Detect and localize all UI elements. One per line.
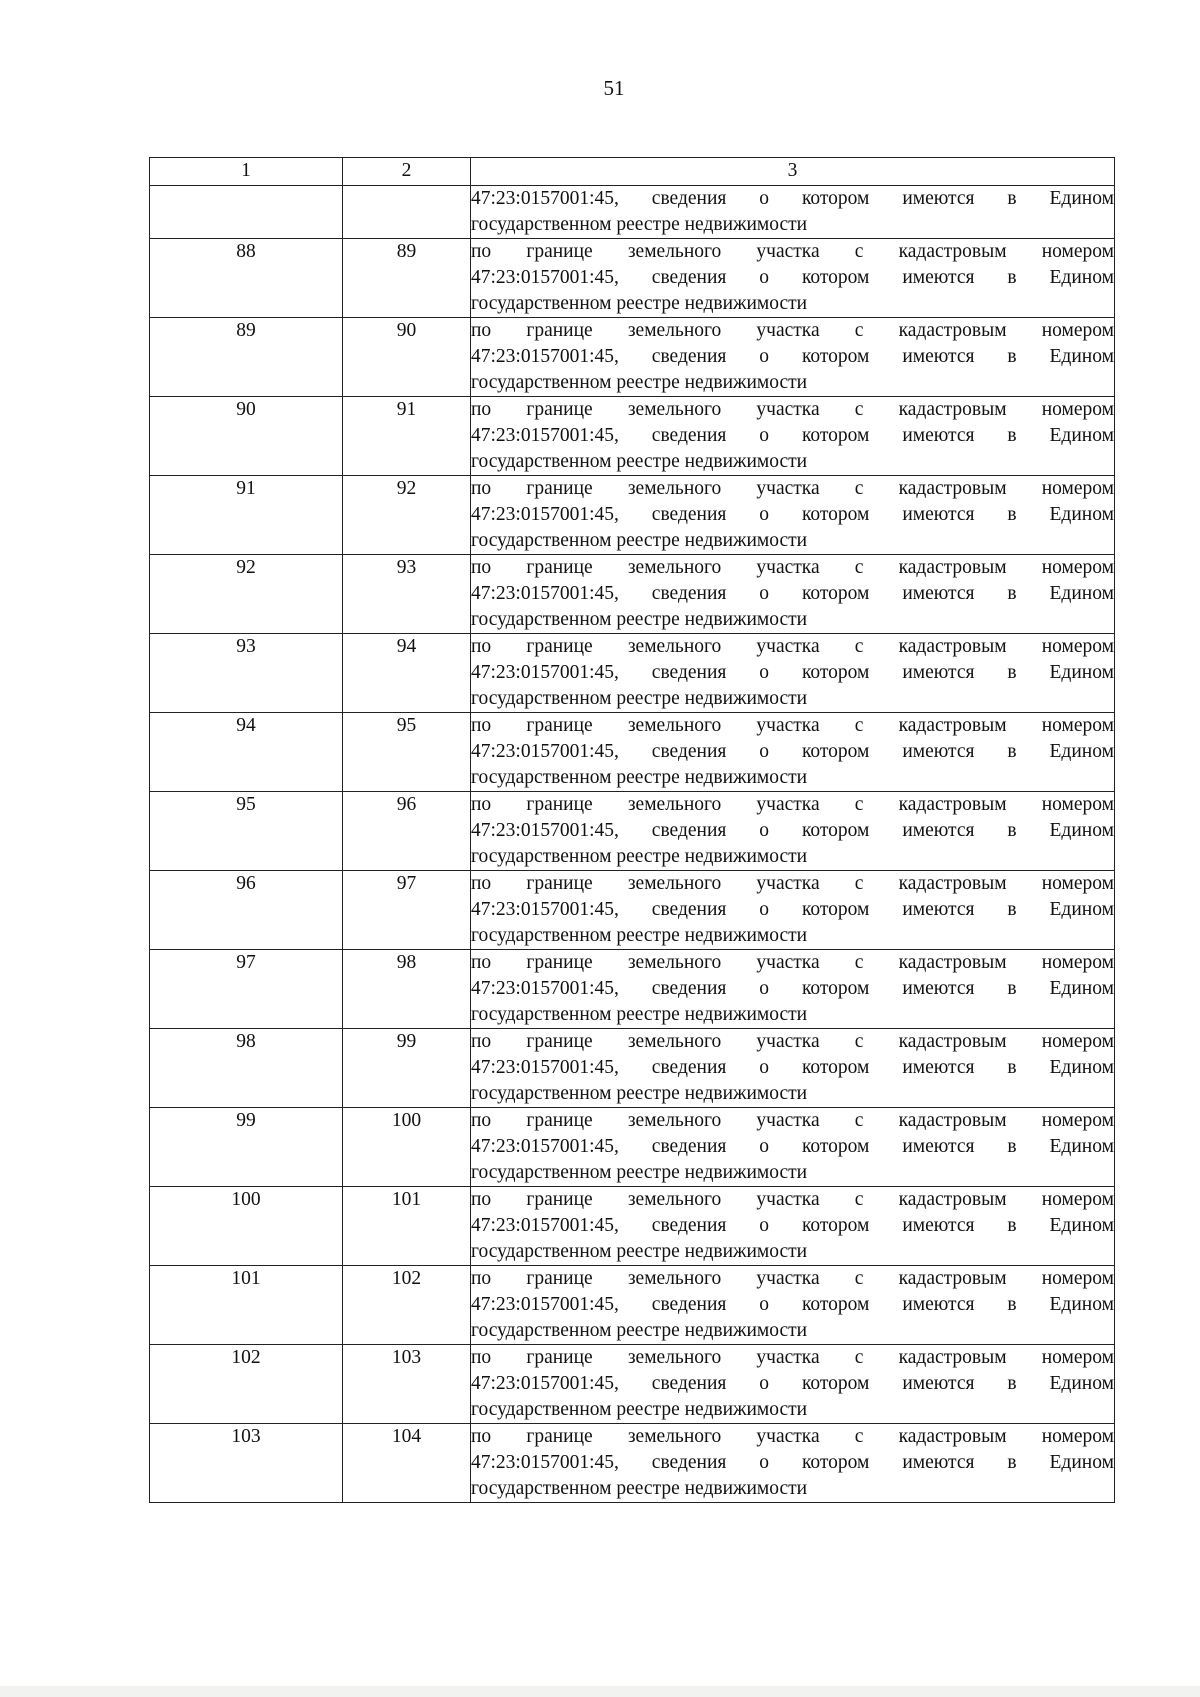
from-point-cell: 98 — [150, 1029, 343, 1108]
description-line: государственном реестре недвижимости — [471, 451, 808, 472]
table-header — [150, 158, 1115, 186]
to-point-cell: 103 — [343, 1345, 471, 1424]
table-row — [150, 792, 1115, 871]
table-row — [150, 318, 1115, 397]
table-row — [150, 555, 1115, 634]
description-line: государственном реестре недвижимости — [471, 293, 808, 314]
description-cell — [471, 555, 1115, 634]
description-line: по границе земельного участка с кадастровым номером — [471, 794, 1114, 815]
description-line: 47:23:0157001:45, сведения о котором имеются в Едином — [471, 1136, 1114, 1157]
from-point-cell: 99 — [150, 1108, 343, 1187]
description-line: по границе земельного участка с кадастровым номером — [471, 636, 1114, 657]
from-point-cell: 95 — [150, 792, 343, 871]
description-line: 47:23:0157001:45, сведения о котором имеются в Едином — [471, 346, 1114, 367]
table-row — [150, 1108, 1115, 1187]
description-line: государственном реестре недвижимости — [471, 767, 808, 788]
to-point-cell: 99 — [343, 1029, 471, 1108]
description-cell — [471, 1266, 1115, 1345]
description-cell — [471, 634, 1115, 713]
from-point-cell: 94 — [150, 713, 343, 792]
description-line: 47:23:0157001:45, сведения о котором имеются в Едином — [471, 1057, 1114, 1078]
table-row — [150, 476, 1115, 555]
description-line: 47:23:0157001:45, сведения о котором имеются в Едином — [471, 1294, 1114, 1315]
description-line: 47:23:0157001:45, сведения о котором имеются в Едином — [471, 899, 1114, 920]
description-cell — [471, 871, 1115, 950]
description-line: 47:23:0157001:45, сведения о котором имеются в Едином — [471, 504, 1114, 525]
to-point-cell: 95 — [343, 713, 471, 792]
from-point-cell: 90 — [150, 397, 343, 476]
description-line: государственном реестре недвижимости — [471, 609, 808, 630]
description-line: государственном реестре недвижимости — [471, 846, 808, 867]
table-row — [150, 1266, 1115, 1345]
header-row — [150, 158, 1115, 186]
to-point-cell: 92 — [343, 476, 471, 555]
description-line: по границе земельного участка с кадастровым номером — [471, 241, 1114, 262]
to-point-cell — [343, 186, 471, 239]
from-point-cell: 100 — [150, 1187, 343, 1266]
to-point-cell: 94 — [343, 634, 471, 713]
column-header-3: 3 — [471, 158, 1115, 186]
to-point-cell: 98 — [343, 950, 471, 1029]
description-cell — [471, 476, 1115, 555]
description-line: государственном реестре недвижимости — [471, 1241, 808, 1262]
description-line: государственном реестре недвижимости — [471, 530, 808, 551]
description-cell — [471, 792, 1115, 871]
description-line: государственном реестре недвижимости — [471, 688, 808, 709]
description-line: по границе земельного участка с кадастровым номером — [471, 952, 1114, 973]
description-line: по границе земельного участка с кадастровым номером — [471, 320, 1114, 341]
description-line: государственном реестре недвижимости — [471, 1478, 808, 1499]
table-row — [150, 1029, 1115, 1108]
from-point-cell: 93 — [150, 634, 343, 713]
description-line: 47:23:0157001:45, сведения о котором имеются в Едином — [471, 583, 1114, 604]
table-body — [150, 186, 1115, 1503]
table-row — [150, 1424, 1115, 1503]
description-line: 47:23:0157001:45, сведения о котором имеются в Едином — [471, 425, 1114, 446]
description-line: по границе земельного участка с кадастровым номером — [471, 1347, 1114, 1368]
description-cell — [471, 318, 1115, 397]
continuation-row — [150, 186, 1115, 239]
table-row — [150, 950, 1115, 1029]
description-line: по границе земельного участка с кадастровым номером — [471, 399, 1114, 420]
description-line: 47:23:0157001:45, сведения о котором имеются в Едином — [471, 267, 1114, 288]
description-line: государственном реестре недвижимости — [471, 372, 808, 393]
to-point-cell: 100 — [343, 1108, 471, 1187]
from-point-cell: 88 — [150, 239, 343, 318]
to-point-cell: 91 — [343, 397, 471, 476]
table-row — [150, 239, 1115, 318]
table-row — [150, 1187, 1115, 1266]
description-cell — [471, 186, 1115, 239]
table-row — [150, 713, 1115, 792]
from-point-cell: 103 — [150, 1424, 343, 1503]
from-point-cell — [150, 186, 343, 239]
description-line: 47:23:0157001:45, сведения о котором имеются в Едином — [471, 188, 1114, 209]
to-point-cell: 101 — [343, 1187, 471, 1266]
from-point-cell: 91 — [150, 476, 343, 555]
to-point-cell: 96 — [343, 792, 471, 871]
description-line: государственном реестре недвижимости — [471, 1162, 808, 1183]
boundary-table — [149, 157, 1115, 1503]
from-point-cell: 92 — [150, 555, 343, 634]
scan-bottom-edge — [0, 1686, 1200, 1697]
description-line: государственном реестре недвижимости — [471, 1004, 808, 1025]
description-line: 47:23:0157001:45, сведения о котором имеются в Едином — [471, 820, 1114, 841]
description-cell — [471, 397, 1115, 476]
table-row — [150, 397, 1115, 476]
description-line: по границе земельного участка с кадастровым номером — [471, 1031, 1114, 1052]
description-line: 47:23:0157001:45, сведения о котором имеются в Едином — [471, 741, 1114, 762]
description-line: государственном реестре недвижимости — [471, 1083, 808, 1104]
from-point-cell: 101 — [150, 1266, 343, 1345]
description-cell — [471, 1029, 1115, 1108]
description-line: 47:23:0157001:45, сведения о котором имеются в Едином — [471, 1373, 1114, 1394]
description-line: по границе земельного участка с кадастровым номером — [471, 478, 1114, 499]
from-point-cell: 97 — [150, 950, 343, 1029]
description-cell — [471, 239, 1115, 318]
table-row — [150, 871, 1115, 950]
from-point-cell: 89 — [150, 318, 343, 397]
to-point-cell: 89 — [343, 239, 471, 318]
table-row — [150, 1345, 1115, 1424]
page-number: 51 — [603, 76, 625, 100]
description-line: по границе земельного участка с кадастровым номером — [471, 1110, 1114, 1131]
description-cell — [471, 713, 1115, 792]
from-point-cell: 102 — [150, 1345, 343, 1424]
to-point-cell: 97 — [343, 871, 471, 950]
description-line: по границе земельного участка с кадастровым номером — [471, 1268, 1114, 1289]
from-point-cell: 96 — [150, 871, 343, 950]
description-line: по границе земельного участка с кадастровым номером — [471, 557, 1114, 578]
description-line: государственном реестре недвижимости — [471, 925, 808, 946]
description-cell — [471, 950, 1115, 1029]
table-row — [150, 634, 1115, 713]
description-cell — [471, 1345, 1115, 1424]
description-line: по границе земельного участка с кадастровым номером — [471, 1426, 1114, 1447]
description-line: 47:23:0157001:45, сведения о котором имеются в Едином — [471, 978, 1114, 999]
description-line: государственном реестре недвижимости — [471, 214, 808, 235]
description-line: 47:23:0157001:45, сведения о котором имеются в Едином — [471, 662, 1114, 683]
column-header-1: 1 — [150, 158, 343, 186]
to-point-cell: 102 — [343, 1266, 471, 1345]
to-point-cell: 90 — [343, 318, 471, 397]
description-line: по границе земельного участка с кадастровым номером — [471, 873, 1114, 894]
description-line: государственном реестре недвижимости — [471, 1399, 808, 1420]
description-line: по границе земельного участка с кадастровым номером — [471, 715, 1114, 736]
description-cell — [471, 1108, 1115, 1187]
description-line: 47:23:0157001:45, сведения о котором имеются в Едином — [471, 1215, 1114, 1236]
description-cell — [471, 1187, 1115, 1266]
description-line: по границе земельного участка с кадастровым номером — [471, 1189, 1114, 1210]
description-cell — [471, 1424, 1115, 1503]
description-line: 47:23:0157001:45, сведения о котором имеются в Едином — [471, 1452, 1114, 1473]
description-line: государственном реестре недвижимости — [471, 1320, 808, 1341]
to-point-cell: 104 — [343, 1424, 471, 1503]
column-header-2: 2 — [343, 158, 471, 186]
to-point-cell: 93 — [343, 555, 471, 634]
